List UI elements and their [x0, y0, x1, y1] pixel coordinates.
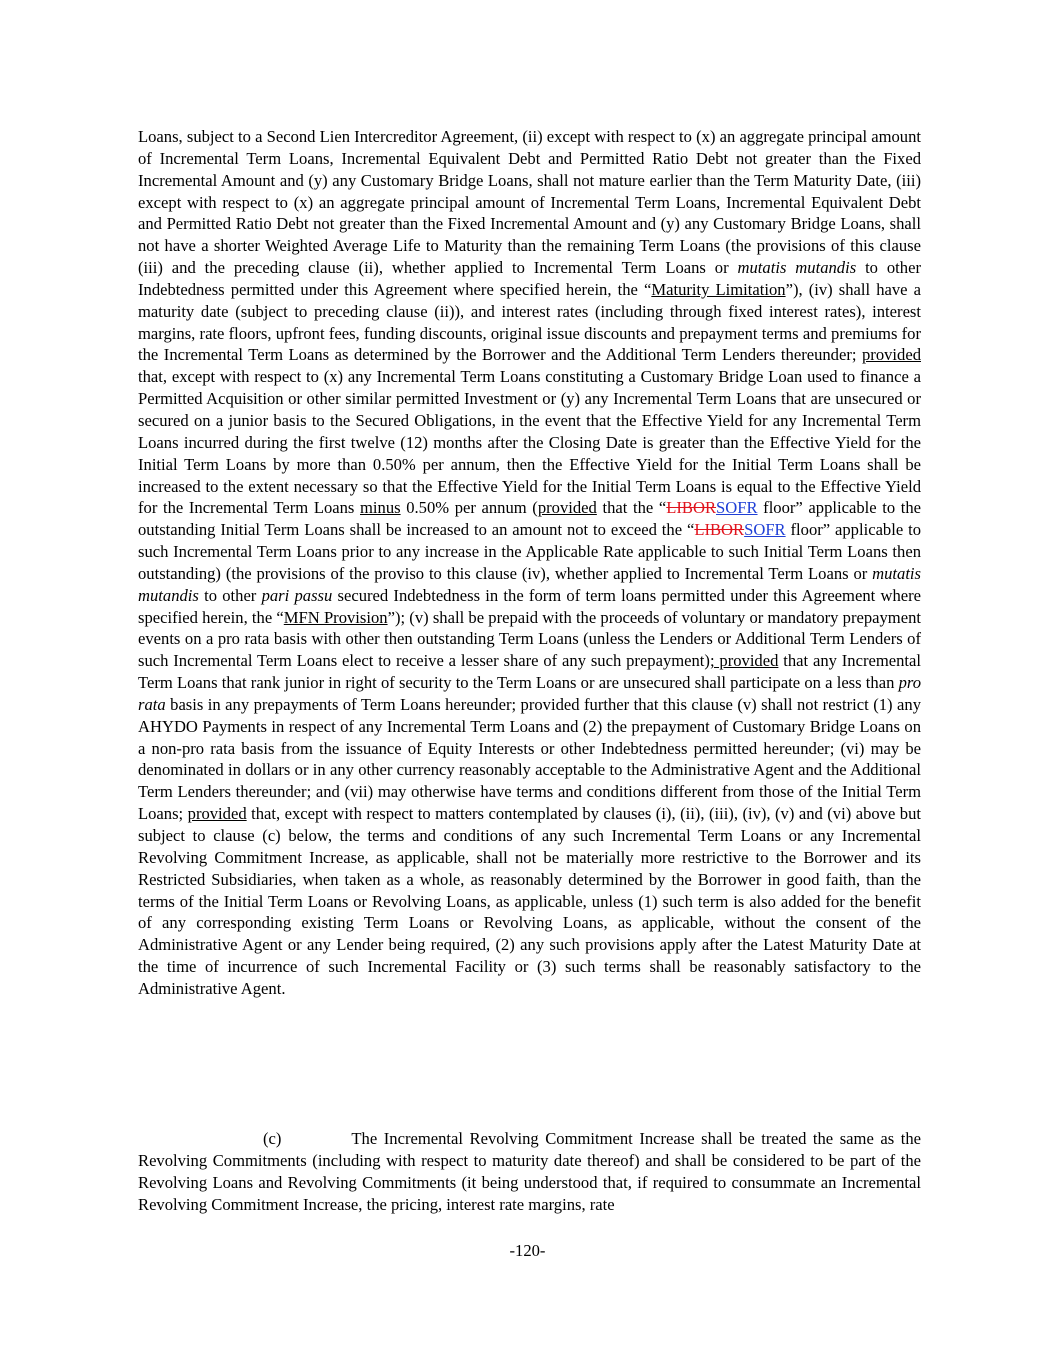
text-run: that, except with respect to matters contemplated by clauses (i), (ii), (iii), (iv), (v) and (vi) above but subject to clause (c) below, the terms and conditions of any such Incremental Term Loans or any Incremental Revolving Commitment Increase, as applicable, shall not be materially more restrictive to the Borrower and its Restricted Subsidiaries, when taken as a whole, as reasonably determined by the Borrower in good faith, than the terms of the Initial Term Loans or Revolving Loans, as applicable, unless (1) such term is also added for the benefit of any corresponding existing Term Loans or Revolving Loans, as applicable, without the consent of the Administrative Agent or any Lender being required, (2) any such provisions apply after the Latest Maturity Date at the time of incurrence of such Incremental Facility or (3) such terms shall be reasonably satisfactory to the Administrative Agent. [138, 804, 921, 998]
italic-term: pari passu [261, 585, 333, 605]
defined-term-mfn-provision: MFN Provision [283, 607, 388, 627]
page-number: -120- [509, 1241, 546, 1260]
text-run: floor” applicable to such Incremental Term Loans prior to any increase in the Applicable Rate applicable to such Initial Term Loans then outstanding) (the provisions of the proviso to this clause (iv), whether applied to Incremental Term Loans or [138, 520, 921, 583]
paragraph-c [138, 1128, 921, 1215]
underlined-provided: ; provided [709, 651, 779, 671]
text-run: to other [198, 585, 262, 605]
text-run: ”), (iv) shall have a maturity date (subject to preceding clause (ii)), and interest rates (including through fixed interest rates), interest margins, rate floors, upfront fees, funding discounts, original issue discounts and prepayment terms and premiums for the Incremental Term Loans as determined by the Borrower and the Additional Term Lenders thereunder; [138, 279, 921, 365]
inserted-text-sofr: SOFR [716, 498, 758, 518]
paragraph-continuation [138, 126, 921, 1000]
clause-text: The Incremental Revolving Commitment Increase shall be treated the same as the Revolving Commitments (including with respect to maturity date thereof) and shall be considered to be part of the Revolving Loans and Revolving Commitments (it being understood that, if required to consummate an Incremental Revolving Commitment Increase, the pricing, interest rate margins, rate [138, 1129, 921, 1214]
underlined-provided: provided [862, 345, 921, 365]
clause-label: (c) [263, 1129, 282, 1148]
italic-term: mutatis mutandis [138, 563, 921, 605]
text-run: floor” applicable to the outstanding Initial Term Loans shall be increased to an amount not to exceed the “ [138, 498, 922, 540]
defined-term-maturity-limitation: Maturity Limitation [651, 279, 786, 299]
underlined-minus: minus [360, 498, 401, 518]
text-run: Loans, subject to a Second Lien Intercreditor Agreement, (ii) except with respect to (x) an aggregate principal amount of Incremental Term Loans, Incremental Equivalent Debt and Permitted Ratio Debt not greater than the Fixed Incremental Amount and (y) any Customary Bridge Loans, shall not mature earlier than the Term Maturity Date, (iii) except with respect to (x) an aggregate principal amount of Incremental Term Loans, Incremental Equivalent Debt and Permitted Ratio Debt not greater than the Fixed Incremental Amount and (y) any Customary Bridge Loans, shall not have a shorter Weighted Average Life to Maturity than the remaining Term Loans (the provisions of this clause (iii) and the preceding clause (ii), whether applied to Incremental Term Loans or [138, 127, 921, 278]
text-run: that any Incremental Term Loans that rank junior in right of security to the Term Loans or are unsecured shall participate on a less than [138, 651, 921, 693]
deleted-text-libor: LIBOR [666, 498, 717, 518]
italic-term: pro rata [138, 673, 921, 714]
text-run: to other Indebtedness permitted under this Agreement where specified herein, the “ [138, 258, 921, 299]
text-run: that, except with respect to (x) any Incremental Term Loans constituting a Customary Bridge Loan used to finance a Permitted Acquisition or other similar permitted Investment or (y) any Incremental Term Loans that are unsecured or secured on a junior basis to the Secured Obligations, in the event that the Effective Yield for any Incremental Term Loans incurred during the first twelve (12) months after the Closing Date is greater than the Effective Yield for the Initial Term Loans by more than 0.50% per annum, then the Effective Yield for the Initial Term Loans shall be increased to the extent necessary so that the Effective Yield for the Initial Term Loans is equal to the Effective Yield for the Incremental Term Loans [138, 367, 921, 518]
text-run: basis in any prepayments of Term Loans hereunder; provided further that this clause (v) shall not restrict (1) any AHYDO Payments in respect of any Incremental Term Loans and (2) the prepayment of Customary Bridge Loans on a non-pro rata basis from the issuance of Equity Interests or other Indebtedness permitted hereunder; (vi) may be denominated in dollars or in any other currency reasonably acceptable to the Administrative Agent and the Additional Term Lenders thereunder; and (vii) may otherwise have terms and conditions different from those of the Initial Term Loans; [138, 694, 921, 824]
italic-term: mutatis mutandis [737, 258, 857, 278]
text-run: that the “ [596, 498, 667, 518]
text-run: secured Indebtedness in the form of term loans permitted under this Agreement where specified herein, the “ [138, 585, 921, 627]
underlined-provided: provided [537, 498, 597, 518]
underlined-provided: provided [187, 804, 247, 824]
deleted-text-libor: LIBOR [694, 520, 745, 540]
text-run: 0.50% per annum ( [400, 498, 538, 518]
text-run: ”); (v) shall be prepaid with the proceeds of voluntary or mandatory prepayment events on a pro rata basis with other then outstanding Term Loans (unless the Lenders or Additional Term Lenders of such Incremental Term Loans elect to receive a lesser share of any such prepayment) [138, 607, 921, 671]
inserted-text-sofr: SOFR [744, 520, 786, 540]
